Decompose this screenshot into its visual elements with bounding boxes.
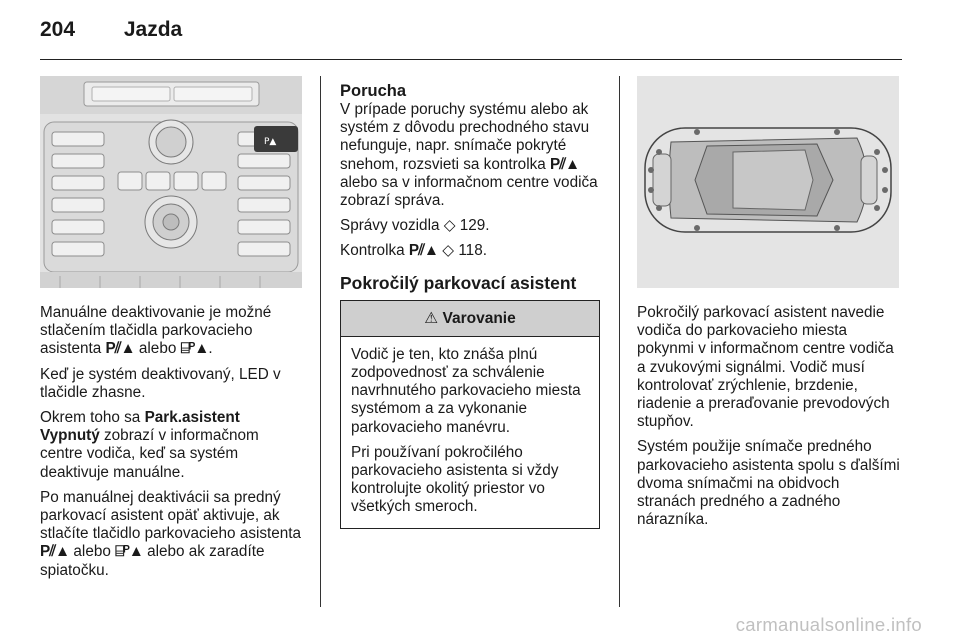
advanced-park-assist-icon: ⌸ᴾ▲ — [180, 340, 209, 358]
vehicle-messages-ref: Správy vozidla ◇ 129. — [340, 217, 490, 235]
warning-body — [341, 337, 599, 528]
car-sensors-figure — [637, 76, 899, 288]
park-assist-icon: P⫽▲ — [550, 155, 580, 173]
control-panel-figure — [40, 76, 302, 288]
page-number: 204 — [40, 18, 76, 41]
car-top-view-illustration — [637, 76, 899, 288]
column-divider-2 — [619, 76, 620, 607]
warning-text-2: Pri používaní pokročilého parkovacieho asistenta si vždy kontrolujte okolitý priestor vo všetkých smeroch. — [351, 443, 559, 516]
control-panel-illustration — [40, 76, 302, 288]
advanced-assist-description: Pokročilý parkovací asistent navedie vodiča do parkovacieho miesta pokynmi v informačnom centre vodiča a zvukovými signálmi. Vodič musí kontrolovať zrýchlenie, brzdenie, riadenie a preraďovanie prevodových stupňov. — [637, 304, 894, 431]
warning-title: Varovanie — [442, 309, 516, 327]
warning-header — [341, 301, 599, 337]
chapter-title: Jazda — [123, 18, 183, 41]
warning-box — [340, 300, 600, 529]
left-column — [40, 304, 302, 587]
manual-deactivation-text: Manuálne deaktivovanie je možné stlačením tlačidla parkovacieho asistenta P⫽▲ alebo ⌸ᴾ▲. — [40, 304, 272, 358]
page-ref-icon: ◇ — [442, 242, 455, 260]
page-header — [40, 18, 182, 42]
right-column — [637, 304, 902, 536]
led-off-text: Keď je systém deaktivovaný, LED v tlačidle zhasne. — [40, 365, 281, 401]
indicator-ref: Kontrolka P⫽▲ ◇ 118. — [340, 242, 487, 260]
park-assist-icon: P⫽▲ — [40, 543, 70, 561]
warning-triangle-icon: ⚠ — [424, 309, 439, 327]
watermark: carmanualsonline.info — [735, 614, 922, 635]
page-ref-icon: ◇ — [443, 217, 456, 235]
svg-text:P▲: P▲ — [264, 137, 277, 147]
page-ref-link-129[interactable]: 129. — [459, 217, 490, 235]
park-assist-icon: P⫽▲ — [105, 340, 135, 358]
fault-heading: Porucha — [340, 82, 407, 100]
fault-text: V prípade poruchy systému alebo ak systém z dôvodu prechodného stavu nefunguje, napr. snímače pokryté snehom, rozsvieti sa kontrolka P⫽▲ alebo sa v informačnom centre vodiča zobrazí správa. — [340, 101, 598, 210]
middle-column — [340, 82, 602, 529]
advanced-park-assist-icon: ⌸ᴾ▲ — [115, 543, 143, 561]
sensors-description: Systém použije snímače predného parkovacieho asistenta spolu s ďalšími dvoma snímačmi na obidvoch stranách predného a zadného nárazníka. — [637, 438, 900, 529]
park-assist-icon: P⫽▲ — [408, 242, 439, 260]
warning-text-1: Vodič je ten, kto znáša plnú zodpovednosť za schválenie navrhnutého parkovacieho miesta systémom a za vykonanie parkovacieho manévru. — [351, 345, 581, 436]
park-assist-off-message: Park.asistent Vypnutý — [40, 409, 240, 445]
page-ref-link-118[interactable]: 118. — [458, 242, 487, 260]
column-divider-1 — [320, 76, 321, 607]
info-center-text: Okrem toho sa Park.asistent Vypnutý zobrazí v informačnom centre vodiča, keď sa systém deaktivuje manuálne. — [40, 409, 259, 481]
header-rule — [40, 59, 902, 60]
section-title: Pokročilý parkovací asistent — [340, 272, 577, 293]
reactivation-text: Po manuálnej deaktivácii sa predný parkovací asistent opäť aktivuje, ak stlačíte tlačidlo parkovacieho asistenta P⫽▲ alebo ⌸ᴾ▲ alebo ak zaradíte spiatočku. — [40, 488, 302, 579]
